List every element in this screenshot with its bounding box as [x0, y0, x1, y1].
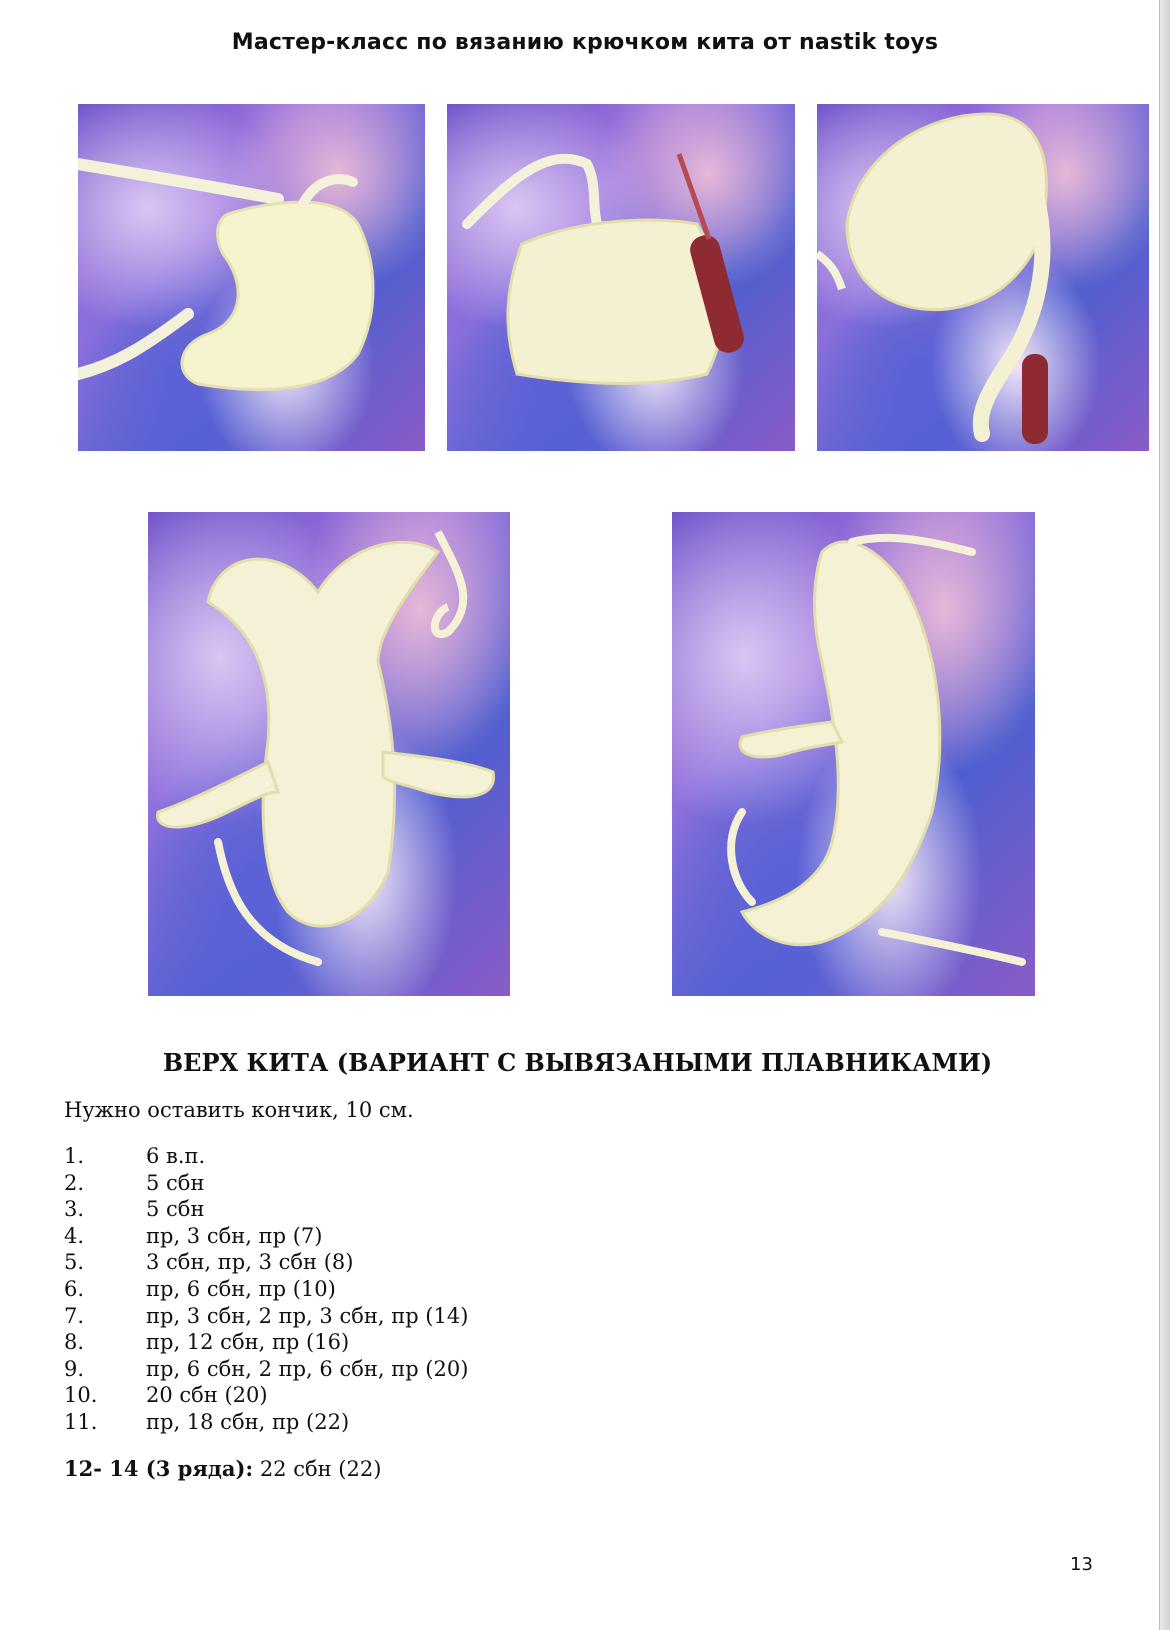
list-item	[64, 1170, 468, 1197]
page-number: 13	[1070, 1554, 1093, 1575]
step-number: 7.	[64, 1303, 85, 1328]
step-number: 9.	[64, 1356, 85, 1381]
step-text: пр, 6 сбн, 2 пр, 6 сбн, пр (20)	[146, 1356, 469, 1381]
step-text: 6 в.п.	[146, 1144, 206, 1168]
step-text: 5 сбн	[146, 1197, 205, 1222]
list-item	[64, 1329, 468, 1356]
list-item	[64, 1249, 468, 1276]
final-rows-text: 22 сбн (22)	[253, 1457, 382, 1481]
step-number: 2.	[64, 1170, 85, 1195]
step-text: 20 сбн (20)	[146, 1383, 268, 1408]
list-item	[64, 1276, 468, 1303]
step-text: 5 сбн	[146, 1170, 205, 1195]
step-text: пр, 6 сбн, пр (10)	[146, 1276, 336, 1301]
step-number: 10.	[64, 1383, 98, 1408]
steps-list	[64, 1143, 468, 1436]
intro-text: Нужно оставить кончик, 10 см.	[64, 1098, 414, 1122]
crochet-whale-top-view-image	[148, 512, 510, 996]
step-number: 1.	[64, 1144, 85, 1168]
list-item	[64, 1223, 468, 1250]
step-text: пр, 3 сбн, 2 пр, 3 сбн, пр (14)	[146, 1303, 469, 1328]
crochet-whale-body-with-hook-image	[817, 104, 1149, 451]
list-item	[64, 1382, 468, 1409]
step-number: 4.	[64, 1223, 85, 1248]
step-number: 5.	[64, 1250, 85, 1275]
step-text: пр, 18 сбн, пр (22)	[146, 1409, 350, 1434]
step-number: 6.	[64, 1276, 85, 1301]
crochet-panel-with-hook-image	[447, 104, 795, 451]
page-edge	[1159, 0, 1170, 1630]
step-number: 11.	[64, 1409, 98, 1434]
step-text: пр, 12 сбн, пр (16)	[146, 1330, 350, 1355]
final-rows-line	[64, 1456, 381, 1481]
crochet-tail-piece-image	[78, 104, 425, 451]
list-item	[64, 1143, 468, 1170]
crochet-whale-side-view-image	[672, 512, 1035, 996]
step-number: 8.	[64, 1330, 85, 1355]
final-rows-label: 12- 14 (3 ряда):	[64, 1456, 254, 1481]
page-header-title: Мастер-класс по вязанию крючком кита от nastik toys	[231, 30, 939, 55]
step-text: пр, 3 сбн, пр (7)	[146, 1223, 323, 1248]
step-number: 3.	[64, 1197, 85, 1222]
list-item	[64, 1356, 468, 1383]
list-item	[64, 1303, 468, 1330]
list-item	[64, 1196, 468, 1223]
step-text: 3 сбн, пр, 3 сбн (8)	[146, 1250, 354, 1275]
section-heading: ВЕРХ КИТА (ВАРИАНТ С ВЫВЯЗАНЫМИ ПЛАВНИКАМИ)	[162, 1048, 993, 1077]
list-item	[64, 1409, 468, 1436]
